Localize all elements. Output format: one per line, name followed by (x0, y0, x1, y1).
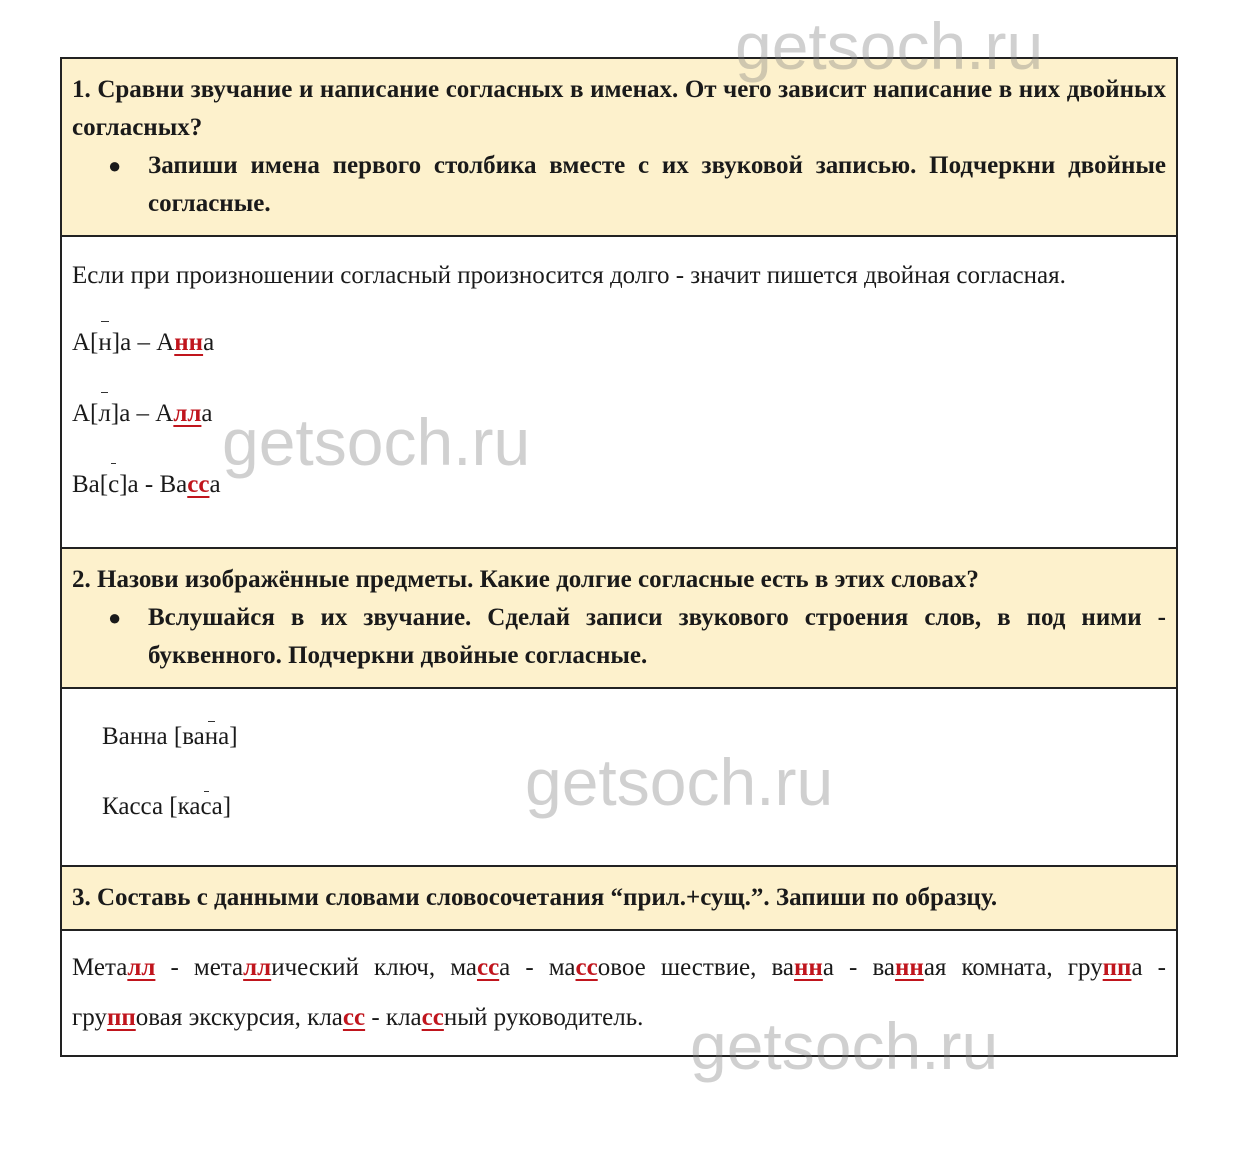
name-pair: А[н]а – Анна (72, 307, 1166, 378)
task-2-bullet-text: Вслушайся в их звучание. Сделай записи звукового строения слов, в под ними - буквенного. Подчеркни двойные согласные. (148, 604, 1166, 669)
double-consonant: пп (1102, 954, 1132, 981)
double-consonant: нн (794, 954, 823, 981)
double-consonant: нн (895, 954, 924, 981)
watermark-bottom: getsoch.ru (690, 1009, 999, 1083)
double-consonant: лл (173, 400, 202, 427)
name-pair: А[л]а – Алла (72, 378, 1166, 449)
double-consonant: лл (127, 954, 156, 981)
double-consonant: сс (575, 954, 598, 981)
watermark-middle: getsoch.ru (222, 405, 531, 479)
name-pair: Ва[с]а - Васса (72, 449, 1166, 520)
task-3 (62, 867, 1176, 931)
long-sound: с (201, 777, 212, 837)
double-consonant: сс (342, 1004, 366, 1031)
double-consonant: лл (243, 954, 272, 981)
word-transcription: Ванна [вана] (102, 707, 1166, 777)
task-2-bullet (72, 599, 1166, 675)
task-2-question: 2. Назови изображённые предметы. Какие долгие согласные есть в этих словах? (72, 566, 979, 593)
task-1-bullet-text: Запиши имена первого столбика вместе с их звуковой записью. Подчеркни двойные согласные. (148, 152, 1166, 217)
double-consonant: сс (187, 471, 210, 498)
task-2 (62, 549, 1176, 689)
long-sound: л (98, 378, 110, 449)
answer-1-text: Если при произношении согласный произносится долго - значит пишется двойная согласная. (72, 262, 1066, 289)
task-1-bullet (72, 147, 1166, 223)
bullet-dot-icon: ● (108, 153, 122, 178)
double-consonant: сс (421, 1004, 444, 1031)
answer-2 (62, 689, 1176, 867)
task-1 (62, 59, 1176, 237)
long-sound: с (108, 449, 119, 520)
answer-3: Металл - металлический ключ, масса - массовое шествие, ванна - ванная комната, группа - групповая экскурсия, класс - классный руководитель. (72, 954, 1166, 1031)
watermark-lower: getsoch.ru (525, 745, 834, 819)
task-1-question: 1. Сравни звучание и написание согласных в именах. От чего зависит написание в них двойных согласных? (72, 76, 1166, 141)
task-3-question: 3. Составь с данными словами словосочетания “прил.+сущ.”. Запиши по образцу. (72, 884, 998, 911)
answer-1 (62, 237, 1176, 549)
word-transcription: Касса [каса] (102, 777, 1166, 847)
long-sound: н (98, 307, 111, 378)
bullet-dot-icon: ● (108, 605, 122, 630)
watermark-top: getsoch.ru (735, 9, 1044, 83)
double-consonant: пп (106, 1004, 136, 1031)
double-consonant: нн (174, 329, 204, 356)
double-consonant: сс (476, 954, 500, 981)
worksheet-table (60, 57, 1178, 1057)
long-sound: н (205, 707, 218, 767)
